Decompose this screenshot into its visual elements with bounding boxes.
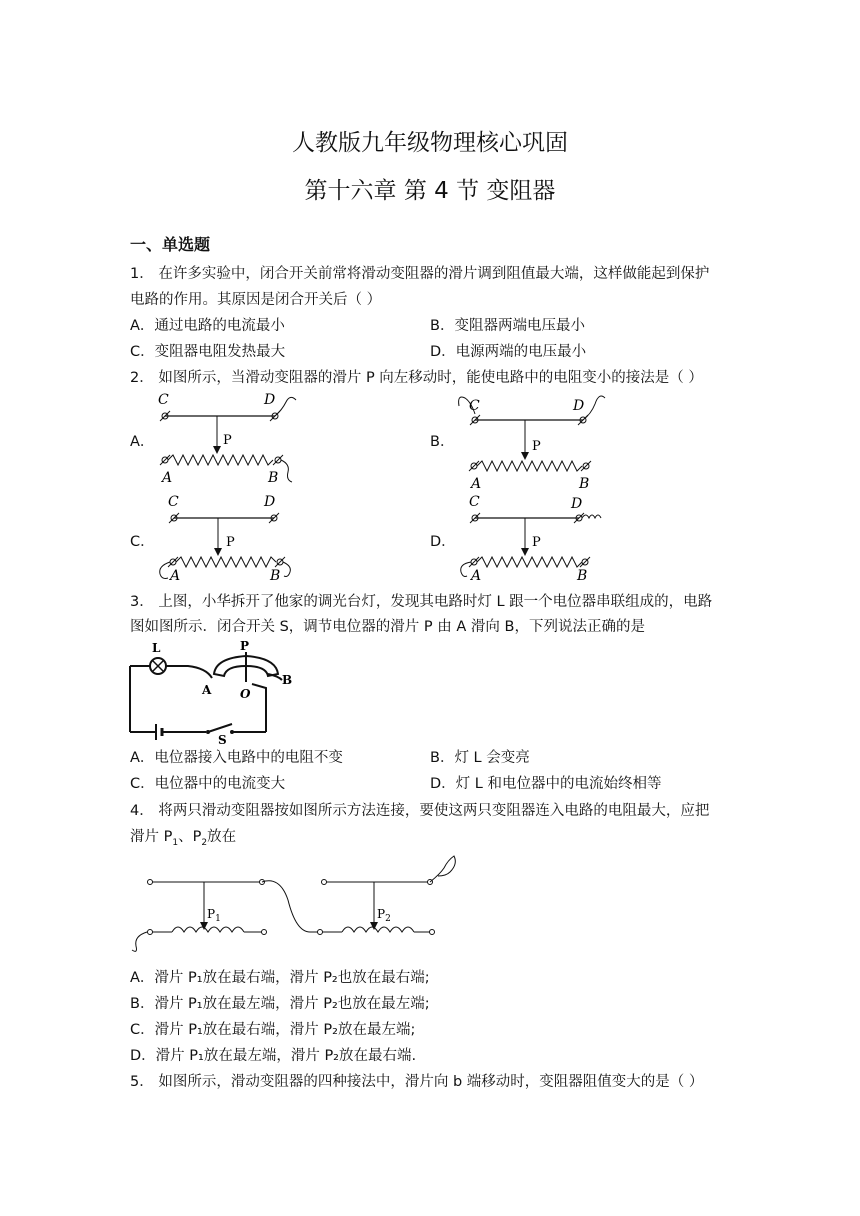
page-subtitle: 第十六章 第 4 节 变阻器 xyxy=(304,178,556,204)
point-b-label: B xyxy=(282,673,293,687)
terminal-c-label: C xyxy=(158,392,169,408)
q2-diagram-a xyxy=(150,388,310,488)
terminal-a-label: A xyxy=(170,568,181,584)
q4-rheostat-diagram xyxy=(128,850,468,960)
q2-diagram-d xyxy=(455,490,615,585)
switch-icon xyxy=(208,724,232,732)
q3-option-a: A．电位器接入电路中的电阻不变 xyxy=(130,750,343,766)
q1-option-c: C．变阻器电阻发热最大 xyxy=(130,344,286,360)
q4-option-b: B．滑片 P₁放在最左端，滑片 P₂也放在最左端; xyxy=(130,996,430,1012)
q2-diagram-c xyxy=(150,490,310,585)
terminal-d-label: D xyxy=(264,392,276,408)
q4-stem-line2: 滑片 $P_1$、$P_2$放在 xyxy=(130,829,237,848)
lamp-l-label: L xyxy=(152,641,161,655)
terminal-c-label: C xyxy=(469,398,480,414)
slider-p-label: P xyxy=(532,439,541,454)
coil-icon xyxy=(172,927,244,932)
q3-option-b: B．灯 L 会变亮 xyxy=(430,750,530,766)
page-title: 人教版九年级物理核心巩固 xyxy=(292,130,568,156)
slider-p-label: P xyxy=(223,433,232,448)
terminal-b-label: B xyxy=(268,470,279,486)
q3-stem-line1: 3． 上图，小华拆开了他家的调光台灯，发现其电路时灯 L 跟一个电位器串联组成的，电路 xyxy=(130,594,713,610)
q3-circuit-diagram xyxy=(128,636,298,744)
slider-p-label: P xyxy=(532,535,541,550)
switch-s-label: S xyxy=(218,733,227,744)
slider-p2-label: $P_2$ xyxy=(377,907,391,924)
q4-option-c: C．滑片 P₁放在最右端，滑片 P₂放在最左端; xyxy=(130,1022,416,1038)
q2-stem-line1: 2． 如图所示，当滑动变阻器的滑片 P 向左移动时，能使电路中的电阻变小的接法是（ ） xyxy=(130,370,703,386)
q3-option-c: C．电位器中的电流变大 xyxy=(130,776,286,792)
terminal-a-label: A xyxy=(162,470,173,486)
section-heading: 一、单选题 xyxy=(130,235,211,254)
q1-option-b: B．变阻器两端电压最小 xyxy=(430,318,585,334)
coil-icon xyxy=(342,927,414,932)
q1-stem-line2: 电路的作用。其原因是闭合开关后（ ） xyxy=(130,292,382,308)
pivot-o-label: O xyxy=(240,687,251,701)
terminal-a-label: A xyxy=(471,476,482,492)
point-a-label: A xyxy=(202,683,212,697)
terminal-c-label: C xyxy=(469,494,480,510)
q1-option-d: D．电源两端的电压最小 xyxy=(430,344,587,360)
slider-p-label: P xyxy=(226,535,235,550)
q2-label-a: A． xyxy=(130,434,155,450)
q4-stem-line1: 4． 将两只滑动变阻器按如图所示方法连接，要使这两只变阻器连入电路的电阻最大，应把 xyxy=(130,803,710,819)
q2-label-c: C． xyxy=(130,534,155,550)
terminal-d-label: D xyxy=(573,398,585,414)
q4-option-d: D．滑片 P₁放在最左端，滑片 P₂放在最右端. xyxy=(130,1048,417,1064)
q2-diagram-b xyxy=(455,388,615,493)
terminal-c-label: C xyxy=(168,494,179,510)
q4-option-a: A．滑片 P₁放在最右端，滑片 P₂也放在最右端; xyxy=(130,970,430,986)
q1-stem-line1: 1． 在许多实验中，闭合开关前常将滑动变阻器的滑片调到阻值最大端，这样做能起到保护 xyxy=(130,266,710,282)
q5-stem-line1: 5． 如图所示，滑动变阻器的四种接法中，滑片向 b 端移动时，变阻器阻值变大的是（ ） xyxy=(130,1074,704,1090)
slider-p-label: P xyxy=(240,639,250,653)
slider-p1-label: $P_1$ xyxy=(207,907,221,924)
terminal-a-label: A xyxy=(471,568,482,584)
q2-label-b: B． xyxy=(430,434,455,450)
terminal-d-label: D xyxy=(264,494,276,510)
terminal-b-label: B xyxy=(577,568,588,584)
q1-option-a: A．通过电路的电流最小 xyxy=(130,318,285,334)
q2-label-d: D． xyxy=(430,534,456,550)
terminal-d-label: D xyxy=(571,496,583,512)
q3-stem-line2: 图如图所示．闭合开关 S，调节电位器的滑片 P 由 A 滑向 B，下列说法正确的是 xyxy=(130,619,645,635)
terminal-b-label: B xyxy=(579,476,590,492)
terminal-b-label: B xyxy=(270,568,281,584)
q3-option-d: D．灯 L 和电位器中的电流始终相等 xyxy=(430,776,662,792)
